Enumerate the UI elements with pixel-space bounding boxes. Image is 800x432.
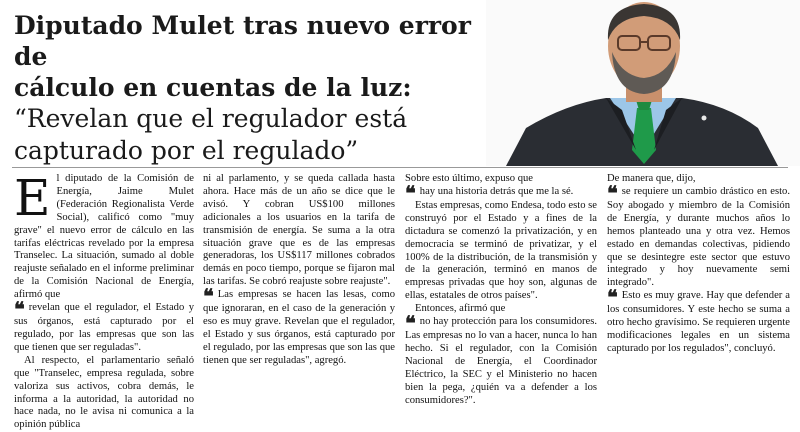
col4-quote-2-text: Esto es muy grave. Hay que defender a los consumidores. Y este hecho se suma a otro hecho gravísimo. Se requieren urgente modificaciones legales en un sistema capturado por los regulados", concluyó. [607, 290, 790, 354]
col3-quote-2-text: no hay protección para los consumidores. Las empresas no lo van a hacer, nunca lo han hecho. Si el regulador, con la Comisión Nacional de Energía, el Coordinador Eléctrico, la SEC y el Ministerio no hacen bien la pega, ¿quién va a defender a los consumidores?". [405, 316, 597, 406]
quote-mark-icon: ❝ [607, 287, 618, 310]
quote-mark-icon: ❝ [405, 182, 416, 205]
col2-quote-1-text: Las empresas se hacen las lesas, como que ignoraran, en el caso de la generación y eso es muy grave. Revelan que el regulador, el Estado y sus órganos, está capturado por el regulado, por las empresas que son las que tienen que ser reguladas", agregó. [203, 289, 395, 366]
quote-mark-icon: ❝ [203, 286, 214, 309]
col3-quote-2 [405, 313, 597, 407]
col4-paragraph-1: De manera que, dijo, [607, 173, 696, 184]
col3-paragraph-1: Sobre esto último, expuso que [405, 173, 533, 184]
headline-line-4: capturado por el regulado” [14, 136, 359, 165]
col1-quote-1 [14, 299, 194, 355]
portrait-illustration [486, 0, 800, 166]
column-3 [405, 173, 597, 418]
col3-paragraph-3: Entonces, afirmó que [415, 303, 506, 315]
col3-quote-1-text: hay una historia detrás que me la sé. [419, 185, 574, 197]
quote-mark-icon: ❝ [607, 182, 618, 205]
headline-line-2: cálculo en cuentas de la luz: [14, 73, 412, 102]
col1-quote-1-text: revelan que el regulador, el Estado y sus órganos, está capturado por el regulado, por las empresas que son las que tienen que ser reguladas". [14, 302, 194, 353]
col4-quote-2 [607, 287, 790, 356]
portrait-photo [486, 0, 800, 166]
quote-mark-icon: ❝ [405, 313, 416, 336]
col4-quote-1-text: se requiere un cambio drástico en esto. Soy abogado y miembro de la Comisión de Energía, y durante muchos años lo hemos planteado una y otra vez. Hemos estado en demandas colectivas, pidiendo que se desintegre este sector que estuvo integrado y hoy nuevamente semi integrado". [607, 185, 790, 289]
column-2 [203, 173, 395, 418]
col1-paragraph-2: Al respecto, el parlamentario señaló que "Transelec, empresa regulada, sobre valoriza sus activos, cobra demás, le informa a la autoridad, la autoridad no hace nada, no le avisa ni comunica a la opinión pública [14, 354, 194, 431]
col2-quote-1 [203, 286, 395, 368]
column-4 [607, 173, 790, 418]
headline-line-3: “Revelan que el regulador está [14, 104, 408, 133]
divider [12, 167, 788, 168]
col4-quote-1 [607, 182, 790, 290]
column-1 [14, 169, 194, 431]
headline-line-1: Diputado Mulet tras nuevo error de [14, 11, 471, 71]
drop-cap: E [14, 169, 51, 227]
col2-paragraph-1: ni al parlamento, y se queda callada hasta ahora. Hace más de un año se dice que le avisó. Y cobran US$100 millones adicionales a los usuarios en la tarifa de transmisión de energía. Se suma a la otra situación grave que es de las empresas generadoras, los US$117 millones cobrados demás en poco tiempo, porque se fijaron mal las tarifas. Se cobró reajuste sobre reajuste". [203, 173, 395, 288]
col3-paragraph-2: Estas empresas, como Endesa, todo esto se construyó por el Estado y a fines de la dictadura se comenzó la privatización, y en democracia se terminó de privatizar, y el 100% de la distribución, de la transmisión y de la generación, terminó en manos de empresas privadas que hoy son, algunas de ellas, estatales de otros países". [405, 199, 597, 302]
headline [14, 10, 484, 167]
quote-mark-icon: ❝ [14, 299, 25, 322]
col3-quote-1 [405, 182, 597, 205]
col1-paragraph-1: l diputado de la Comisión de Energía, Jaime Mulet (Federación Regionalista Verde Social), calificó como "muy grave" el nuevo error de cálculo en las tarifas eléctricas revelado por la empresa Transelec. La situación, sumado al doble reajuste señalado en el informe preliminar de la Comisión Nacional de Energía, afirmó que [14, 173, 194, 301]
